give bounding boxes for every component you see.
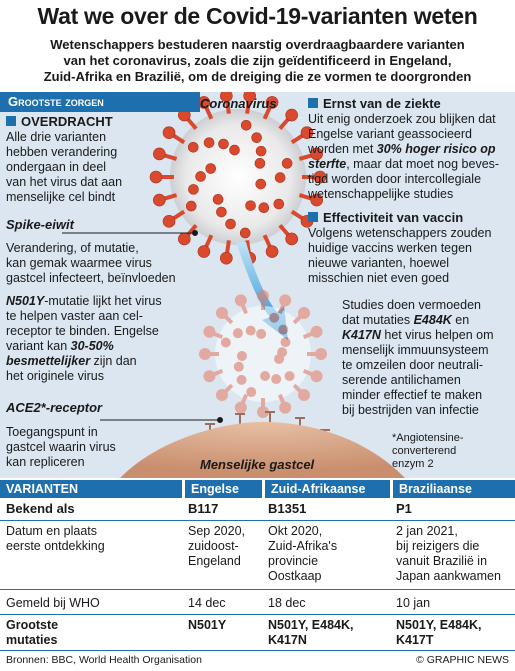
studies-text: Studies doen vermoeden dat mutaties E484K en K417N het virus helpen om menselijk immuunsysteem te omzeilen door neutrali- serende antilichamen minder effectief te maken bij bestrijden van infectie <box>342 298 494 417</box>
footnote: *Angiotensine- converterend enzym 2 <box>392 432 464 470</box>
vaccin-text: Volgens wetenschappers zouden huidige vaccins werken tegen nieuwe varianten, hoewel misschien niet even goed <box>308 226 492 285</box>
overdracht-text: Alle drie varianten hebben verandering ondergaan in deel van het virus dat aan menselijke cel bindt <box>6 130 123 204</box>
table-header: VARIANTEN Engelse Zuid-Afrikaanse Braziliaanse <box>0 480 515 498</box>
row-divider <box>0 650 515 651</box>
sources: Bronnen: BBC, World Health Organisation <box>6 654 202 666</box>
ace2-label: ACE2*-receptor <box>6 400 103 415</box>
row-divider <box>0 589 515 590</box>
vaccin-heading: Effectiviteit van vaccin <box>308 210 463 225</box>
row-divider <box>0 520 515 521</box>
table-row: Grootste mutaties N501Y N501Y, E484K, K417N N501Y, E484K, K417T <box>6 618 482 647</box>
table-row: Bekend als B117 B1351 P1 <box>6 501 412 516</box>
spike-text: Verandering, of mutatie, kan gemak waarmee virus gastcel infecteert, beïnvloeden <box>6 241 176 285</box>
bullet-square-icon <box>6 116 16 126</box>
binding-virus-shape <box>199 290 327 418</box>
overdracht-heading: OVERDRACHT <box>6 114 113 129</box>
bullet-square-icon <box>308 98 318 108</box>
credit: © GRAPHIC NEWS <box>416 654 509 666</box>
table-row: Gemeld bij WHO 14 dec 18 dec 10 jan <box>6 596 431 610</box>
subtitle: Wetenschappers bestuderen naarstig overdraagbaardere varianten van het coronavirus, zoals die zijn geïdentificeerd in Engeland, Zuid-Afrika en Brazilië, om de dreiging die ze vormen te doorgronden <box>43 37 472 84</box>
ernst-text: Uit enig onderzoek zou blijken dat Engelse variant geassocieerd worden met 30% hoger risico op sterfte, maar dat moet nog beves- tigd worden door intercollegiale wetenschappelijke studies <box>308 112 500 201</box>
table-row: Datum en plaats eerste ontdekking Sep 2020, zuidoost- Engeland Okt 2020, Zuid-Afrika's provincie Oostkaap 2 jan 2021, bij reizigers die vanuit Brazilië in Japan aankwamen <box>6 524 501 583</box>
coronavirus-shape <box>150 92 326 264</box>
n501y-text: N501Y-mutatie lijkt het virus te helpen vaster aan cel- receptor te binden. Engelse variant kan 30-50% besmettelijker zijn dan het originele virus <box>6 294 162 383</box>
coronavirus-label: Coronavirus <box>200 96 277 111</box>
row-divider <box>0 614 515 615</box>
ernst-heading: Ernst van de ziekte <box>308 96 441 111</box>
bullet-square-icon <box>308 212 318 222</box>
page-title: Wat we over de Covid-19-varianten weten <box>37 3 478 29</box>
ace2-text: Toegangspunt in gastcel waarin virus kan repliceren <box>6 425 116 469</box>
section-banner: Grootste zorgen <box>0 92 200 112</box>
host-cell-label: Menselijke gastcel <box>200 457 315 472</box>
spike-label: Spike-eiwit <box>6 217 74 232</box>
